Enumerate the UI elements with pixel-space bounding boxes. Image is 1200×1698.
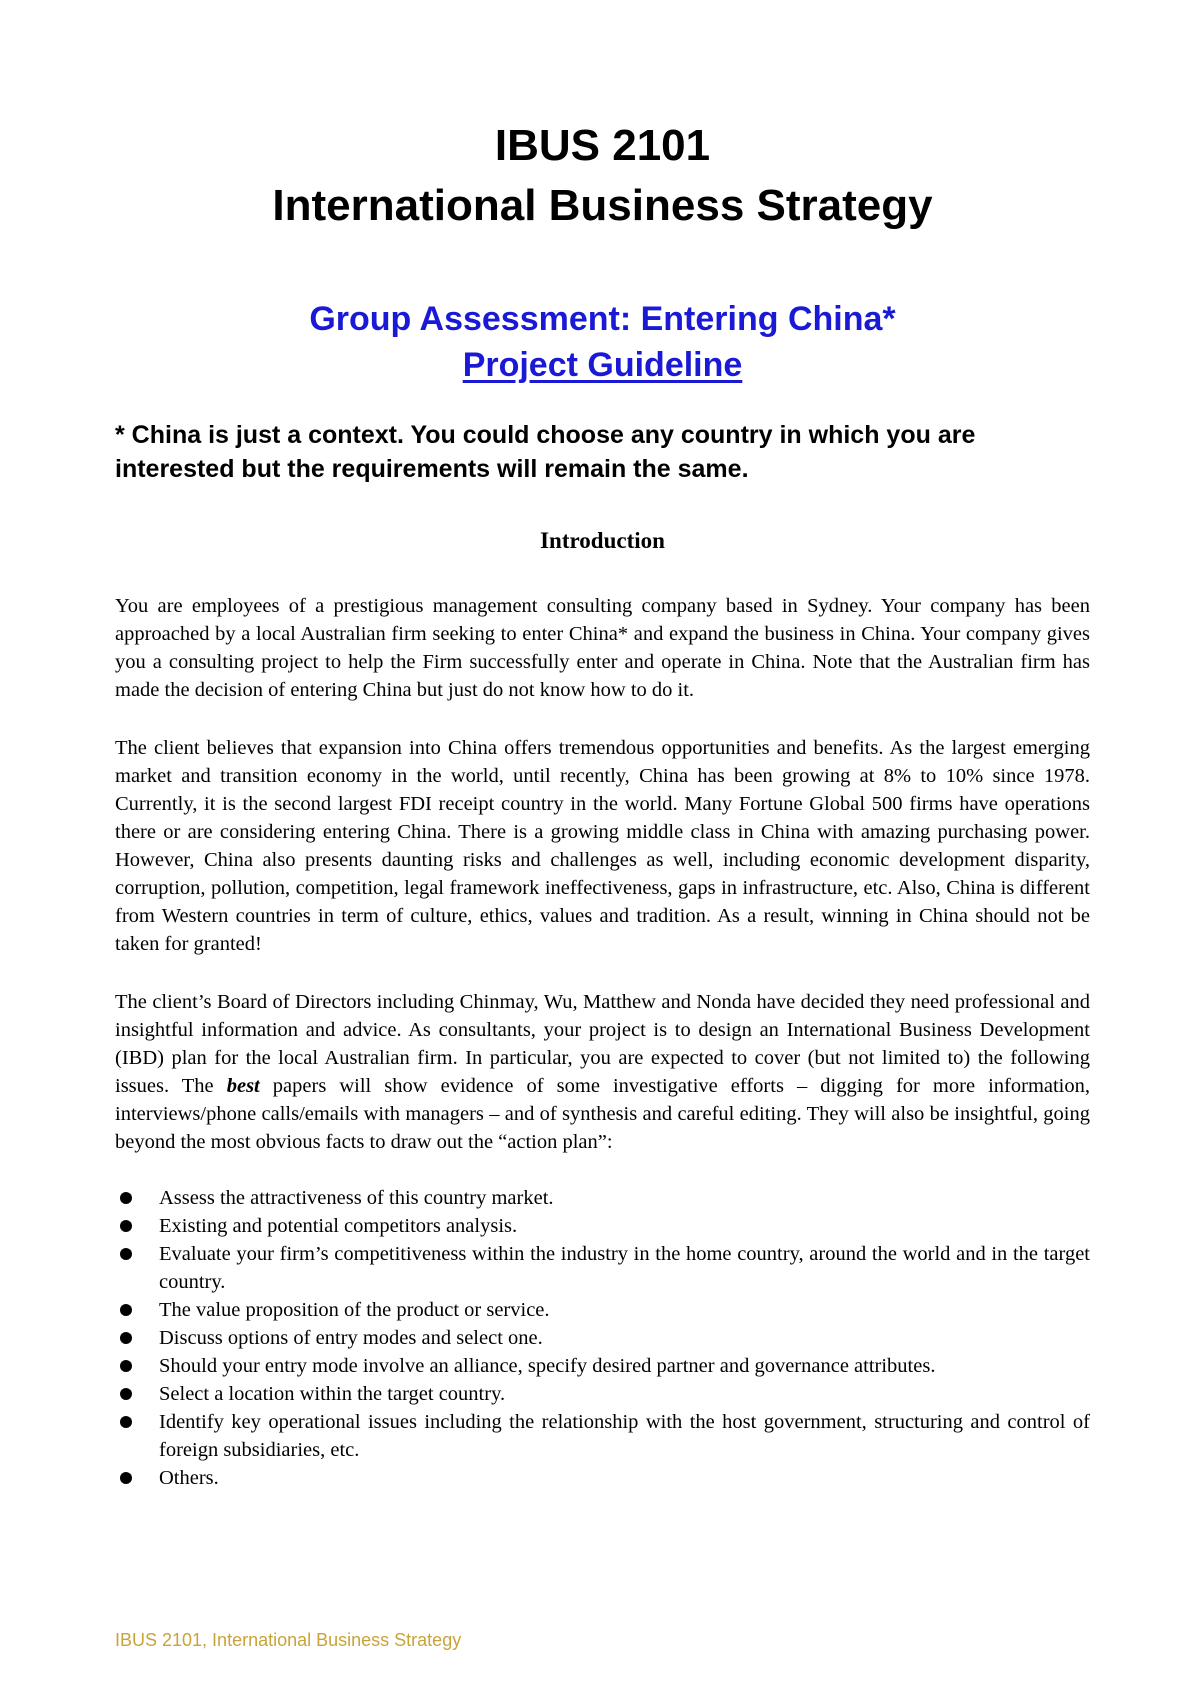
paragraph-3-text-before: The client’s Board of Directors including Chinmay, Wu, Matthew and Nonda have decided they need professional and insightful information and advice. As consultants, your project is to design an International Business Development (IBD) plan for the local Australian firm. In particular, you are expected to cover (but not limited to) the following issues. The <box>115 991 1090 1097</box>
list-item-text: Others. <box>159 1467 219 1489</box>
list-item-text: Should your entry mode involve an alliance, specify desired partner and governance attributes. <box>159 1355 936 1377</box>
bullet-icon <box>120 1388 132 1400</box>
list-item-text: Discuss options of entry modes and select one. <box>159 1327 543 1349</box>
paragraph-3-text-after: papers will show evidence of some investigative efforts – digging for more information, interviews/phone calls/emails with managers – and of synthesis and careful editing. They will also be insightful, going beyond the most obvious facts to draw out the “action plan”: <box>115 1075 1091 1153</box>
assessment-title: Group Assessment: Entering China* <box>309 300 896 338</box>
list-item <box>115 1240 1090 1296</box>
page-footer: IBUS 2101, International Business Strategy <box>115 1630 462 1650</box>
guideline-title: Project Guideline <box>462 346 743 384</box>
bullet-icon <box>120 1248 132 1260</box>
list-item <box>115 1464 1090 1492</box>
introduction-heading: Introduction <box>540 528 665 553</box>
list-item <box>115 1296 1090 1324</box>
list-item <box>115 1324 1090 1352</box>
list-item <box>115 1380 1090 1408</box>
context-note: * China is just a context. You could choose any country in which you are interested but the requirements will remain the same. <box>115 421 976 483</box>
introduction-paragraph-3 <box>115 988 1090 1156</box>
list-item-text: Existing and potential competitors analysis. <box>159 1215 518 1237</box>
introduction-paragraph-1: You are employees of a prestigious management consulting company based in Sydney. Your company has been approached by a local Australian firm seeking to enter China* and expand the business in China. Your company gives you a consulting project to help the Firm successfully enter and operate in China. Note that the Australian firm has made the decision of entering China but just do not know how to do it. <box>115 595 1090 701</box>
bullet-icon <box>120 1192 132 1204</box>
list-item-text: Select a location within the target country. <box>159 1383 506 1405</box>
list-item <box>115 1408 1090 1464</box>
bullet-icon <box>120 1416 132 1428</box>
bullet-icon <box>120 1472 132 1484</box>
list-item <box>115 1212 1090 1240</box>
list-item <box>115 1352 1090 1380</box>
list-item <box>115 1184 1090 1212</box>
introduction-paragraph-2: The client believes that expansion into China offers tremendous opportunities and benefits. As the largest emerging market and transition economy in the world, until recently, China has been growing at 8% to 10% since 1978. Currently, it is the second largest FDI receipt country in the world. Many Fortune Global 500 firms have operations there or are considering entering China. There is a growing middle class in China with amazing purchasing power. However, China also presents daunting risks and challenges as well, including economic development disparity, corruption, pollution, competition, legal framework ineffectiveness, gaps in infrastructure, etc. Also, China is different from Western countries in term of culture, ethics, values and tradition. As a result, winning in China should not be taken for granted! <box>115 737 1090 955</box>
issues-list <box>115 1184 1090 1492</box>
bullet-icon <box>120 1304 132 1316</box>
bullet-icon <box>120 1360 132 1372</box>
bullet-icon <box>120 1220 132 1232</box>
list-item-text: Assess the attractiveness of this country market. <box>159 1187 554 1209</box>
list-item-text: The value proposition of the product or service. <box>159 1299 550 1321</box>
paragraph-3-emphasis: best <box>226 1075 260 1097</box>
list-item-text: Evaluate your firm’s competitiveness within the industry in the home country, around the world and in the target country. <box>159 1243 1090 1293</box>
bullet-icon <box>120 1332 132 1344</box>
course-code: IBUS 2101 <box>494 121 711 170</box>
course-title: International Business Strategy <box>272 181 933 230</box>
list-item-text: Identify key operational issues including the relationship with the host government, structuring and control of foreign subsidiaries, etc. <box>159 1411 1090 1461</box>
document-page <box>115 0 1090 1492</box>
